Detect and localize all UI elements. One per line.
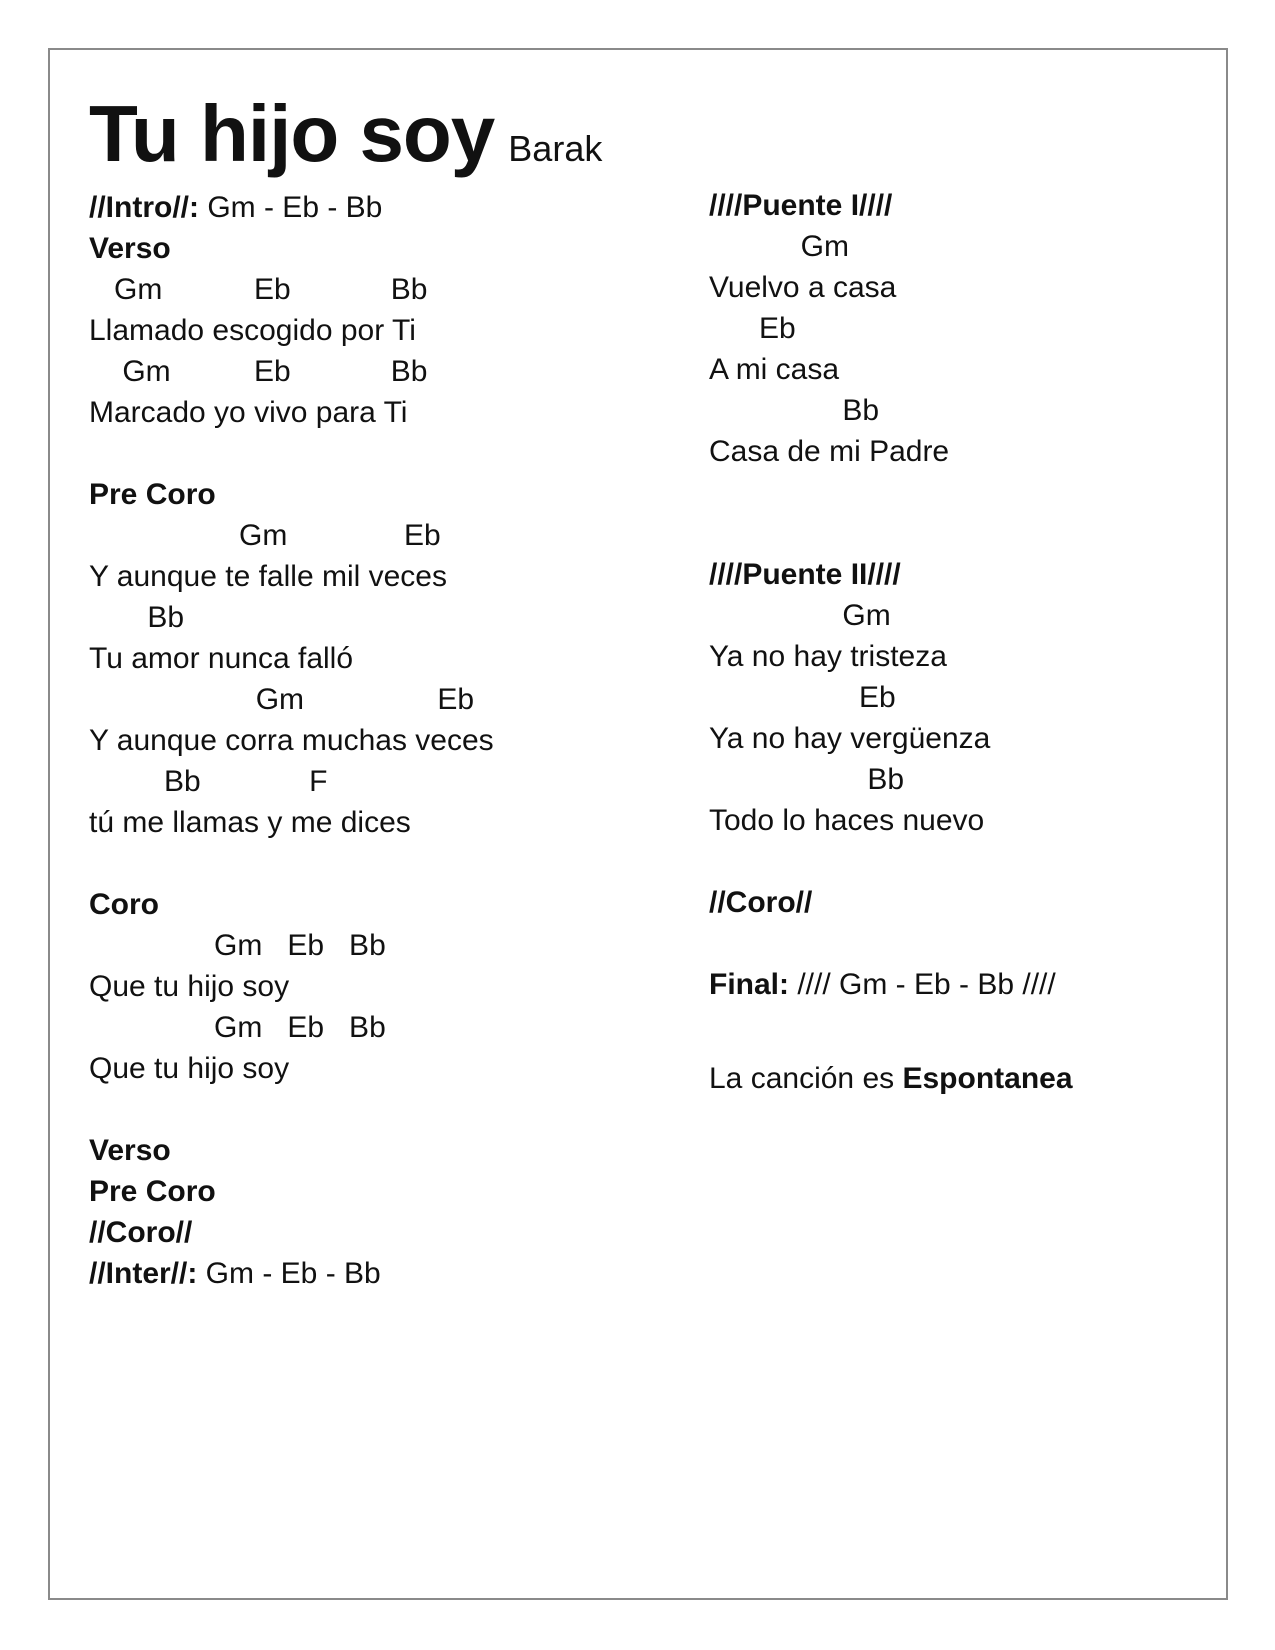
intro-label: //Intro//: xyxy=(89,191,199,224)
blank-line xyxy=(709,472,1209,513)
chord-line: Bb xyxy=(89,601,185,634)
repeat-chorus: //Coro// xyxy=(709,886,813,919)
lyric-line: Todo lo haces nuevo xyxy=(709,804,985,837)
chord-line: Bb F xyxy=(89,765,328,798)
final-label: Final: xyxy=(709,968,789,1001)
chord-line: Gm xyxy=(709,230,850,263)
final-line xyxy=(709,964,1209,1005)
blank-line xyxy=(709,841,1209,882)
intro-chords: Gm - Eb - Bb xyxy=(198,191,383,224)
chord-line: Bb xyxy=(709,394,880,427)
left-column xyxy=(89,187,689,1294)
chord-line: Gm Eb xyxy=(89,683,475,716)
intro-line xyxy=(89,187,689,228)
chord-line: Eb xyxy=(709,681,896,714)
bridge-1-header: ////Puente I//// xyxy=(709,189,893,222)
right-column xyxy=(709,185,1209,1099)
blank-line xyxy=(89,1089,689,1130)
song-header xyxy=(89,88,602,180)
chorus-header: Coro xyxy=(89,888,159,921)
lyric-line: Que tu hijo soy xyxy=(89,970,290,1003)
lyric-line: Vuelvo a casa xyxy=(709,271,897,304)
inter-label: //Inter//: xyxy=(89,1257,198,1290)
lyric-line: Que tu hijo soy xyxy=(89,1052,290,1085)
lyric-line: Casa de mi Padre xyxy=(709,435,950,468)
note-bold: Espontanea xyxy=(902,1062,1073,1095)
lyric-line: Ya no hay tristeza xyxy=(709,640,947,673)
blank-line xyxy=(709,1005,1209,1046)
chord-line: Bb xyxy=(709,763,905,796)
lyric-line: Marcado yo vivo para Ti xyxy=(89,396,408,429)
verse-header: Verso xyxy=(89,232,171,265)
repeat-chorus: //Coro// xyxy=(89,1216,193,1249)
chord-line: Gm Eb Bb xyxy=(89,1011,386,1044)
inter-line xyxy=(89,1253,689,1294)
pre-chorus-header: Pre Coro xyxy=(89,478,216,511)
lyric-line: Y aunque corra muchas veces xyxy=(89,724,494,757)
note-line xyxy=(709,1058,1209,1099)
blank-line xyxy=(89,433,689,474)
inter-chords: Gm - Eb - Bb xyxy=(197,1257,381,1290)
lyric-line: Y aunque te falle mil veces xyxy=(89,560,447,593)
blank-line xyxy=(709,923,1209,964)
note-prefix: La canción es xyxy=(709,1062,903,1095)
lyric-line: A mi casa xyxy=(709,353,840,386)
chord-line: Gm Eb Bb xyxy=(89,355,428,388)
lyric-line: Ya no hay vergüenza xyxy=(709,722,991,755)
chord-line: Gm Eb Bb xyxy=(89,929,386,962)
chord-line: Gm xyxy=(709,599,891,632)
final-chords: //// Gm - Eb - Bb //// xyxy=(789,968,1056,1001)
blank-line xyxy=(89,843,689,884)
blank-line xyxy=(709,513,1209,554)
repeat-verse: Verso xyxy=(89,1134,171,1167)
chord-line: Gm Eb xyxy=(89,519,441,552)
lyric-line: Llamado escogido por Ti xyxy=(89,314,416,347)
chord-line: Gm Eb Bb xyxy=(89,273,428,306)
bridge-2-header: ////Puente II//// xyxy=(709,558,901,591)
lyric-line: Tu amor nunca falló xyxy=(89,642,354,675)
repeat-pre-chorus: Pre Coro xyxy=(89,1175,216,1208)
song-artist: Barak xyxy=(508,128,603,169)
lyric-line: tú me llamas y me dices xyxy=(89,806,411,839)
song-title: Tu hijo soy xyxy=(89,89,495,178)
chord-line: Eb xyxy=(709,312,796,345)
